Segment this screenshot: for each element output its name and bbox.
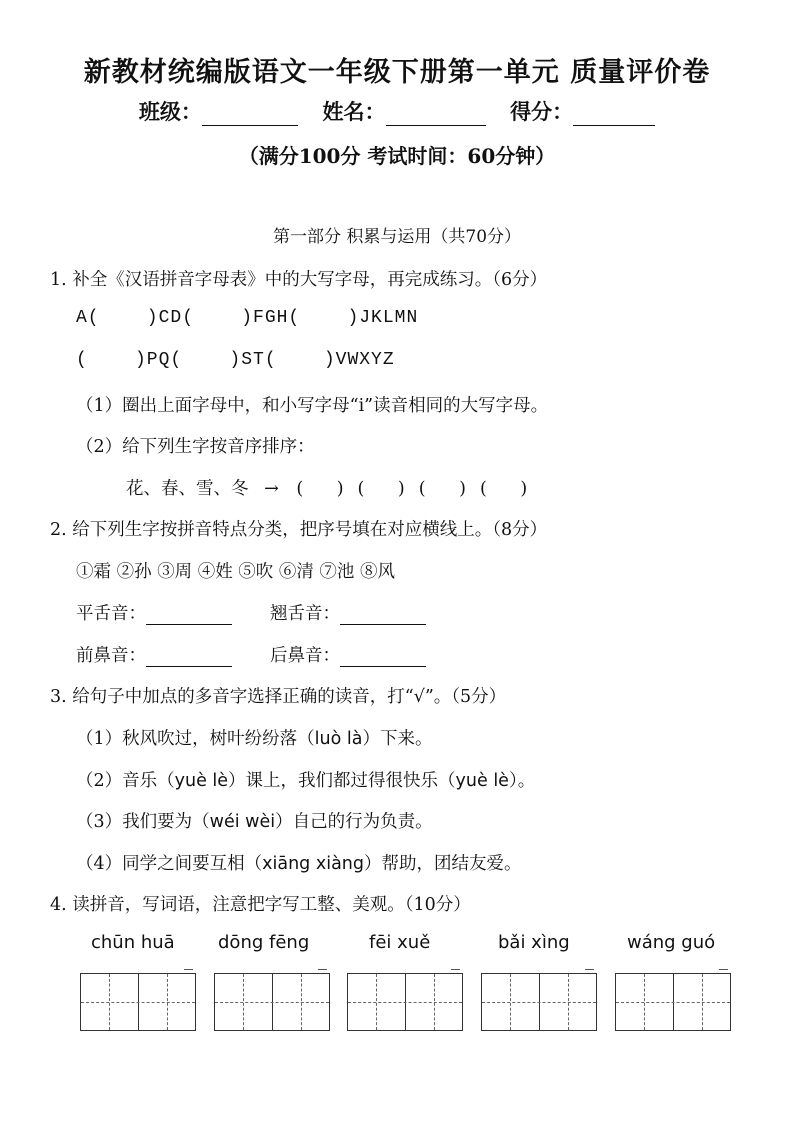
front-nasal-label: 前鼻音： bbox=[76, 646, 146, 666]
q1-sub-question-1: （1）圈出上面字母中，和小写字母“i”读音相同的大写字母。 bbox=[76, 396, 549, 416]
flat-tongue-blank[interactable] bbox=[146, 606, 232, 625]
q3-sentence-3 bbox=[76, 808, 433, 833]
q4-writing-grid-4[interactable] bbox=[481, 973, 597, 1031]
q2-char-items: ①霜 ②孙 ③周 ④姓 ⑤吹 ⑥清 ⑦池 ⑧风 bbox=[76, 562, 395, 582]
q3-s4-text-end: ）帮助，团结友爱。 bbox=[364, 854, 522, 874]
retroflex-label: 翘舌音： bbox=[270, 604, 340, 624]
q3-prompt: 3. 给句子中加点的多音字选择正确的读音，打“√”。（5分） bbox=[50, 687, 507, 707]
q3-s2-pinyin-options-2[interactable]: yuè lè bbox=[455, 771, 509, 791]
name-label: 姓名： bbox=[322, 99, 386, 124]
q4-writing-grid-3[interactable] bbox=[347, 973, 463, 1031]
front-nasal-blank[interactable] bbox=[146, 648, 232, 667]
q3-s3-text-end: ）自己的行为负责。 bbox=[275, 812, 433, 832]
score-field[interactable] bbox=[573, 105, 655, 126]
arrow-icon: → bbox=[264, 479, 279, 499]
q3-sentence-1 bbox=[76, 725, 432, 750]
q3-s2-text-mid: ）课上，我们都过得很快乐（ bbox=[228, 771, 456, 791]
page-title: 新教材统编版语文一年级下册第一单元 质量评价卷 bbox=[83, 57, 711, 88]
q1-alphabet-row-2: ( )PQ( )ST( )VWXYZ bbox=[76, 350, 395, 370]
q3-s2-text: （2）音乐（ bbox=[76, 771, 175, 791]
exam-subtitle: （满分100分 考试时间：60分钟） bbox=[238, 144, 556, 168]
q4-writing-grid-5[interactable] bbox=[615, 973, 731, 1031]
q1-sub-question-2: （2）给下列生字按音序排序： bbox=[76, 437, 315, 457]
q3-sentence-2 bbox=[76, 767, 535, 792]
q2-front-row bbox=[76, 642, 232, 667]
class-label: 班级： bbox=[138, 99, 202, 124]
q4-pinyin-3: fēi xuě bbox=[369, 932, 431, 953]
q2-flat-row bbox=[76, 600, 232, 625]
q2-prompt: 2. 给下列生字按拼音特点分类，把序号填在对应横线上。（8分） bbox=[50, 520, 548, 540]
flat-tongue-label: 平舌音： bbox=[76, 604, 146, 624]
q3-s2-text-end: ）。 bbox=[508, 771, 536, 791]
name-field[interactable] bbox=[386, 105, 486, 126]
q3-s3-pinyin-options[interactable]: wéi wèi bbox=[209, 812, 276, 832]
q1-alphabet-row-1: A( )CD( )FGH( )JKLMN bbox=[76, 308, 419, 328]
q3-s4-text: （4）同学之间要互相（ bbox=[76, 854, 263, 874]
q3-s2-pinyin-options-1[interactable]: yuè lè bbox=[174, 771, 229, 791]
q3-s1-pinyin-options[interactable]: luò là bbox=[314, 729, 363, 749]
q3-s3-text: （3）我们要为（ bbox=[76, 812, 210, 832]
q2-back-row bbox=[270, 642, 426, 667]
q1-answer-slots[interactable]: ( )( )( )( ) bbox=[296, 479, 542, 499]
q4-pinyin-5: wáng guó bbox=[627, 932, 716, 953]
q4-writing-grid-2[interactable] bbox=[214, 973, 330, 1031]
back-nasal-label: 后鼻音： bbox=[270, 646, 340, 666]
q3-sentence-4 bbox=[76, 850, 522, 875]
score-label: 得分： bbox=[510, 99, 574, 124]
q4-pinyin-1: chūn huā bbox=[91, 932, 175, 953]
q4-prompt: 4. 读拼音，写词语，注意把字写工整、美观。（10分） bbox=[50, 895, 471, 915]
q3-s1-text-end: ）下来。 bbox=[362, 729, 433, 749]
q1-chars: 花、春、雪、冬 bbox=[126, 479, 249, 499]
retroflex-blank[interactable] bbox=[340, 606, 426, 625]
back-nasal-blank[interactable] bbox=[340, 648, 426, 667]
info-line bbox=[0, 96, 794, 126]
q3-s1-text: （1）秋风吹过，树叶纷纷落（ bbox=[76, 729, 315, 749]
q4-writing-grid-1[interactable] bbox=[80, 973, 196, 1031]
section-heading: 第一部分 积累与运用（共70分） bbox=[272, 227, 522, 247]
q1-char-list bbox=[126, 475, 541, 500]
q4-pinyin-2: dōng fēng bbox=[218, 932, 310, 953]
q2-retro-row bbox=[270, 600, 426, 625]
q1-prompt: 1. 补全《汉语拼音字母表》中的大写字母，再完成练习。（6分） bbox=[50, 270, 548, 290]
q4-pinyin-4: bǎi xìng bbox=[498, 932, 570, 953]
class-field[interactable] bbox=[202, 105, 298, 126]
q3-s4-pinyin-options[interactable]: xiāng xiàng bbox=[262, 854, 364, 874]
